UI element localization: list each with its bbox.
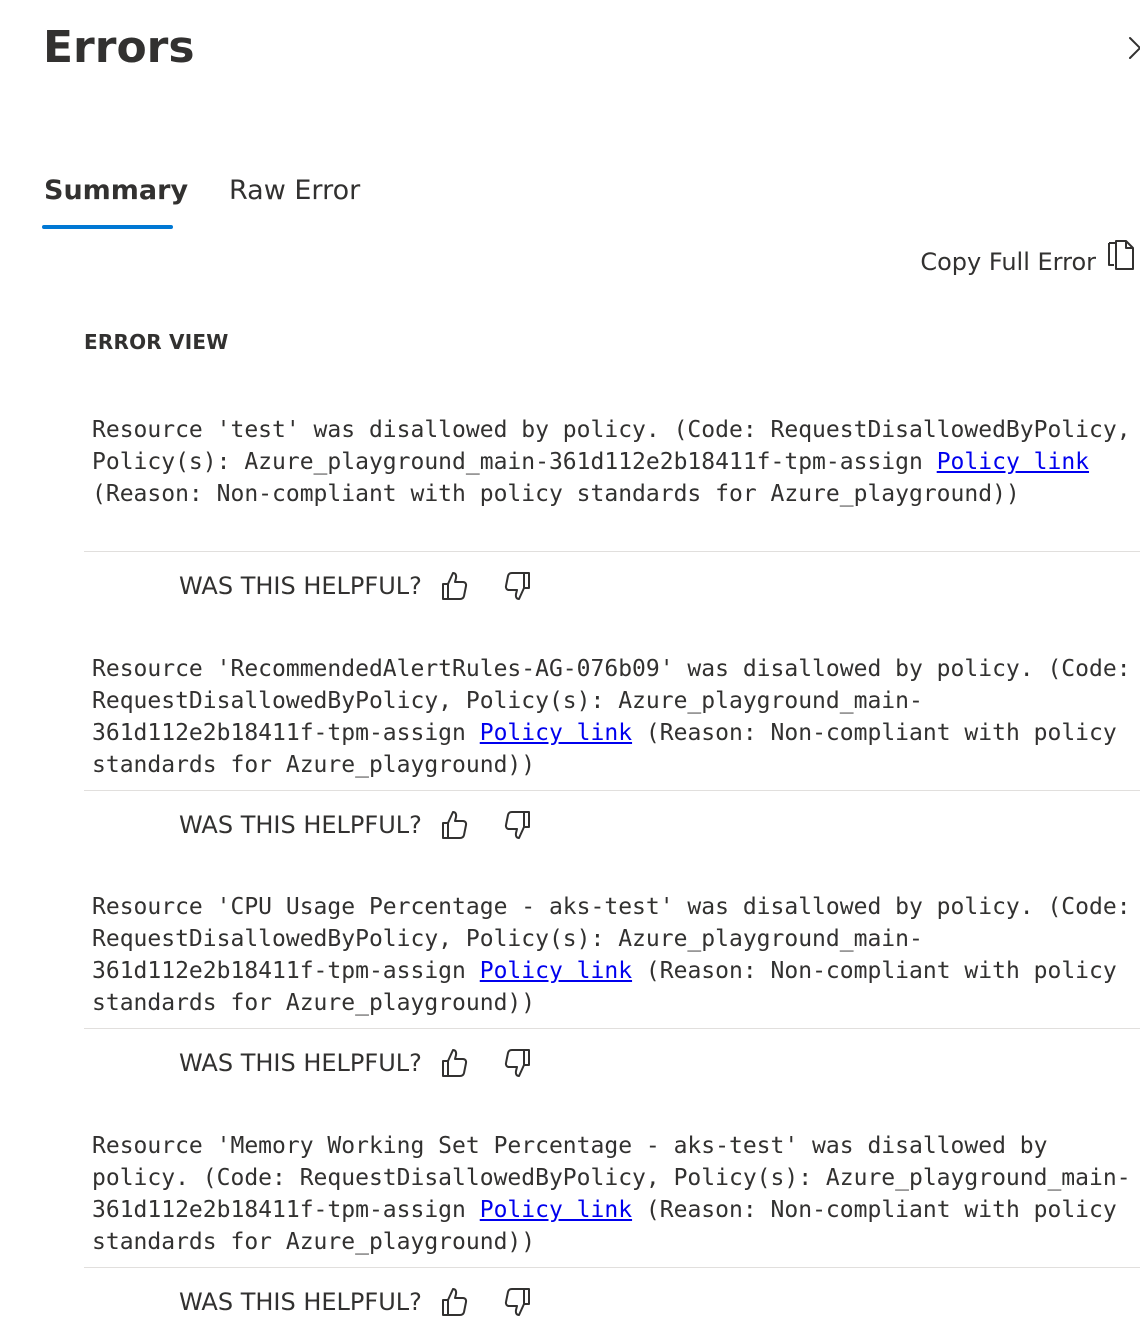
divider [84, 1267, 1140, 1268]
error-view-heading: ERROR VIEW [84, 330, 229, 354]
error-item [84, 410, 1140, 649]
error-message [84, 649, 1140, 787]
thumbs-up-icon [440, 809, 468, 841]
thumbs-down-button[interactable] [502, 809, 534, 841]
policy-link[interactable]: Policy link [479, 1196, 633, 1223]
error-item [84, 649, 1140, 888]
was-this-helpful-label: WAS THIS HELPFUL? [179, 1287, 422, 1316]
thumbs-down-icon [504, 570, 532, 602]
policy-link[interactable]: Policy link [936, 449, 1090, 475]
thumbs-up-button[interactable] [438, 570, 470, 602]
copy-full-error-label: Copy Full Error [920, 248, 1096, 276]
was-this-helpful-label: WAS THIS HELPFUL? [179, 1049, 422, 1077]
error-list [84, 410, 1140, 1318]
feedback-row [179, 566, 534, 606]
divider [84, 1028, 1140, 1029]
was-this-helpful-label: WAS THIS HELPFUL? [179, 810, 422, 839]
error-message-text: Resource 'CPU Usage Percentage - aks-test' was disallowed by policy. (Code: RequestDisallowedByPolicy, Policy(s): Azure_playground_main-361d112e2b18411f-tpm-assign [92, 894, 1131, 984]
feedback-row [179, 1282, 534, 1318]
thumbs-down-button[interactable] [502, 1047, 534, 1079]
was-this-helpful-label: WAS THIS HELPFUL? [179, 572, 422, 600]
tab-raw-error[interactable]: Raw Error [229, 175, 361, 206]
thumbs-up-button[interactable] [438, 1047, 470, 1079]
thumbs-down-button[interactable] [502, 570, 534, 602]
error-message [84, 887, 1140, 1025]
thumbs-up-icon [440, 1047, 468, 1079]
error-message-text: Resource 'RecommendedAlertRules-AG-076b09' was disallowed by policy. (Code: RequestDisallowedByPolicy, Policy(s): Azure_playground_main-361d112e2b18411f-tpm-assign [92, 655, 1131, 746]
error-item [84, 1126, 1140, 1318]
error-item [84, 887, 1140, 1126]
error-reason-text: (Reason: Non-compliant with policy standards for Azure_playground)) [92, 1196, 1117, 1255]
policy-link[interactable]: Policy link [479, 958, 633, 984]
thumbs-down-icon [504, 1047, 532, 1079]
divider [84, 551, 1140, 552]
error-reason-text: (Reason: Non-compliant with policy standards for Azure_playground)) [92, 719, 1117, 778]
thumbs-down-button[interactable] [502, 1286, 534, 1318]
thumbs-up-icon [440, 1286, 468, 1318]
tab-summary[interactable]: Summary [44, 175, 189, 206]
thumbs-down-icon [504, 1286, 532, 1318]
panel-title: Errors [43, 22, 195, 73]
thumbs-up-button[interactable] [438, 1286, 470, 1318]
thumbs-up-icon [440, 570, 468, 602]
error-reason-text: (Reason: Non-compliant with policy standards for Azure_playground)) [92, 958, 1117, 1016]
error-message [84, 1126, 1140, 1264]
feedback-row [179, 805, 534, 845]
copy-full-error-button[interactable] [920, 240, 1136, 284]
divider [84, 790, 1140, 791]
copy-icon [1106, 239, 1136, 271]
close-icon [1122, 30, 1140, 70]
close-button[interactable] [1122, 30, 1140, 70]
thumbs-up-button[interactable] [438, 809, 470, 841]
thumbs-down-icon [504, 809, 532, 841]
error-message [84, 410, 1140, 548]
error-message-text: Resource 'test' was disallowed by policy. (Code: RequestDisallowedByPolicy, Policy(s): Azure_playground_main-361d112e2b18411f-tpm-assign [92, 417, 1131, 475]
error-message-text: Resource 'Memory Working Set Percentage - aks-test' was disallowed by policy. (Code: RequestDisallowedByPolicy, Policy(s): Azure_playground_main-361d112e2b18411f-tpm-assign [92, 1132, 1131, 1223]
policy-link[interactable]: Policy link [479, 719, 633, 746]
feedback-row [179, 1043, 534, 1083]
error-reason-text: (Reason: Non-compliant with policy standards for Azure_playground)) [92, 481, 1020, 507]
selected-tab-indicator [42, 225, 173, 229]
